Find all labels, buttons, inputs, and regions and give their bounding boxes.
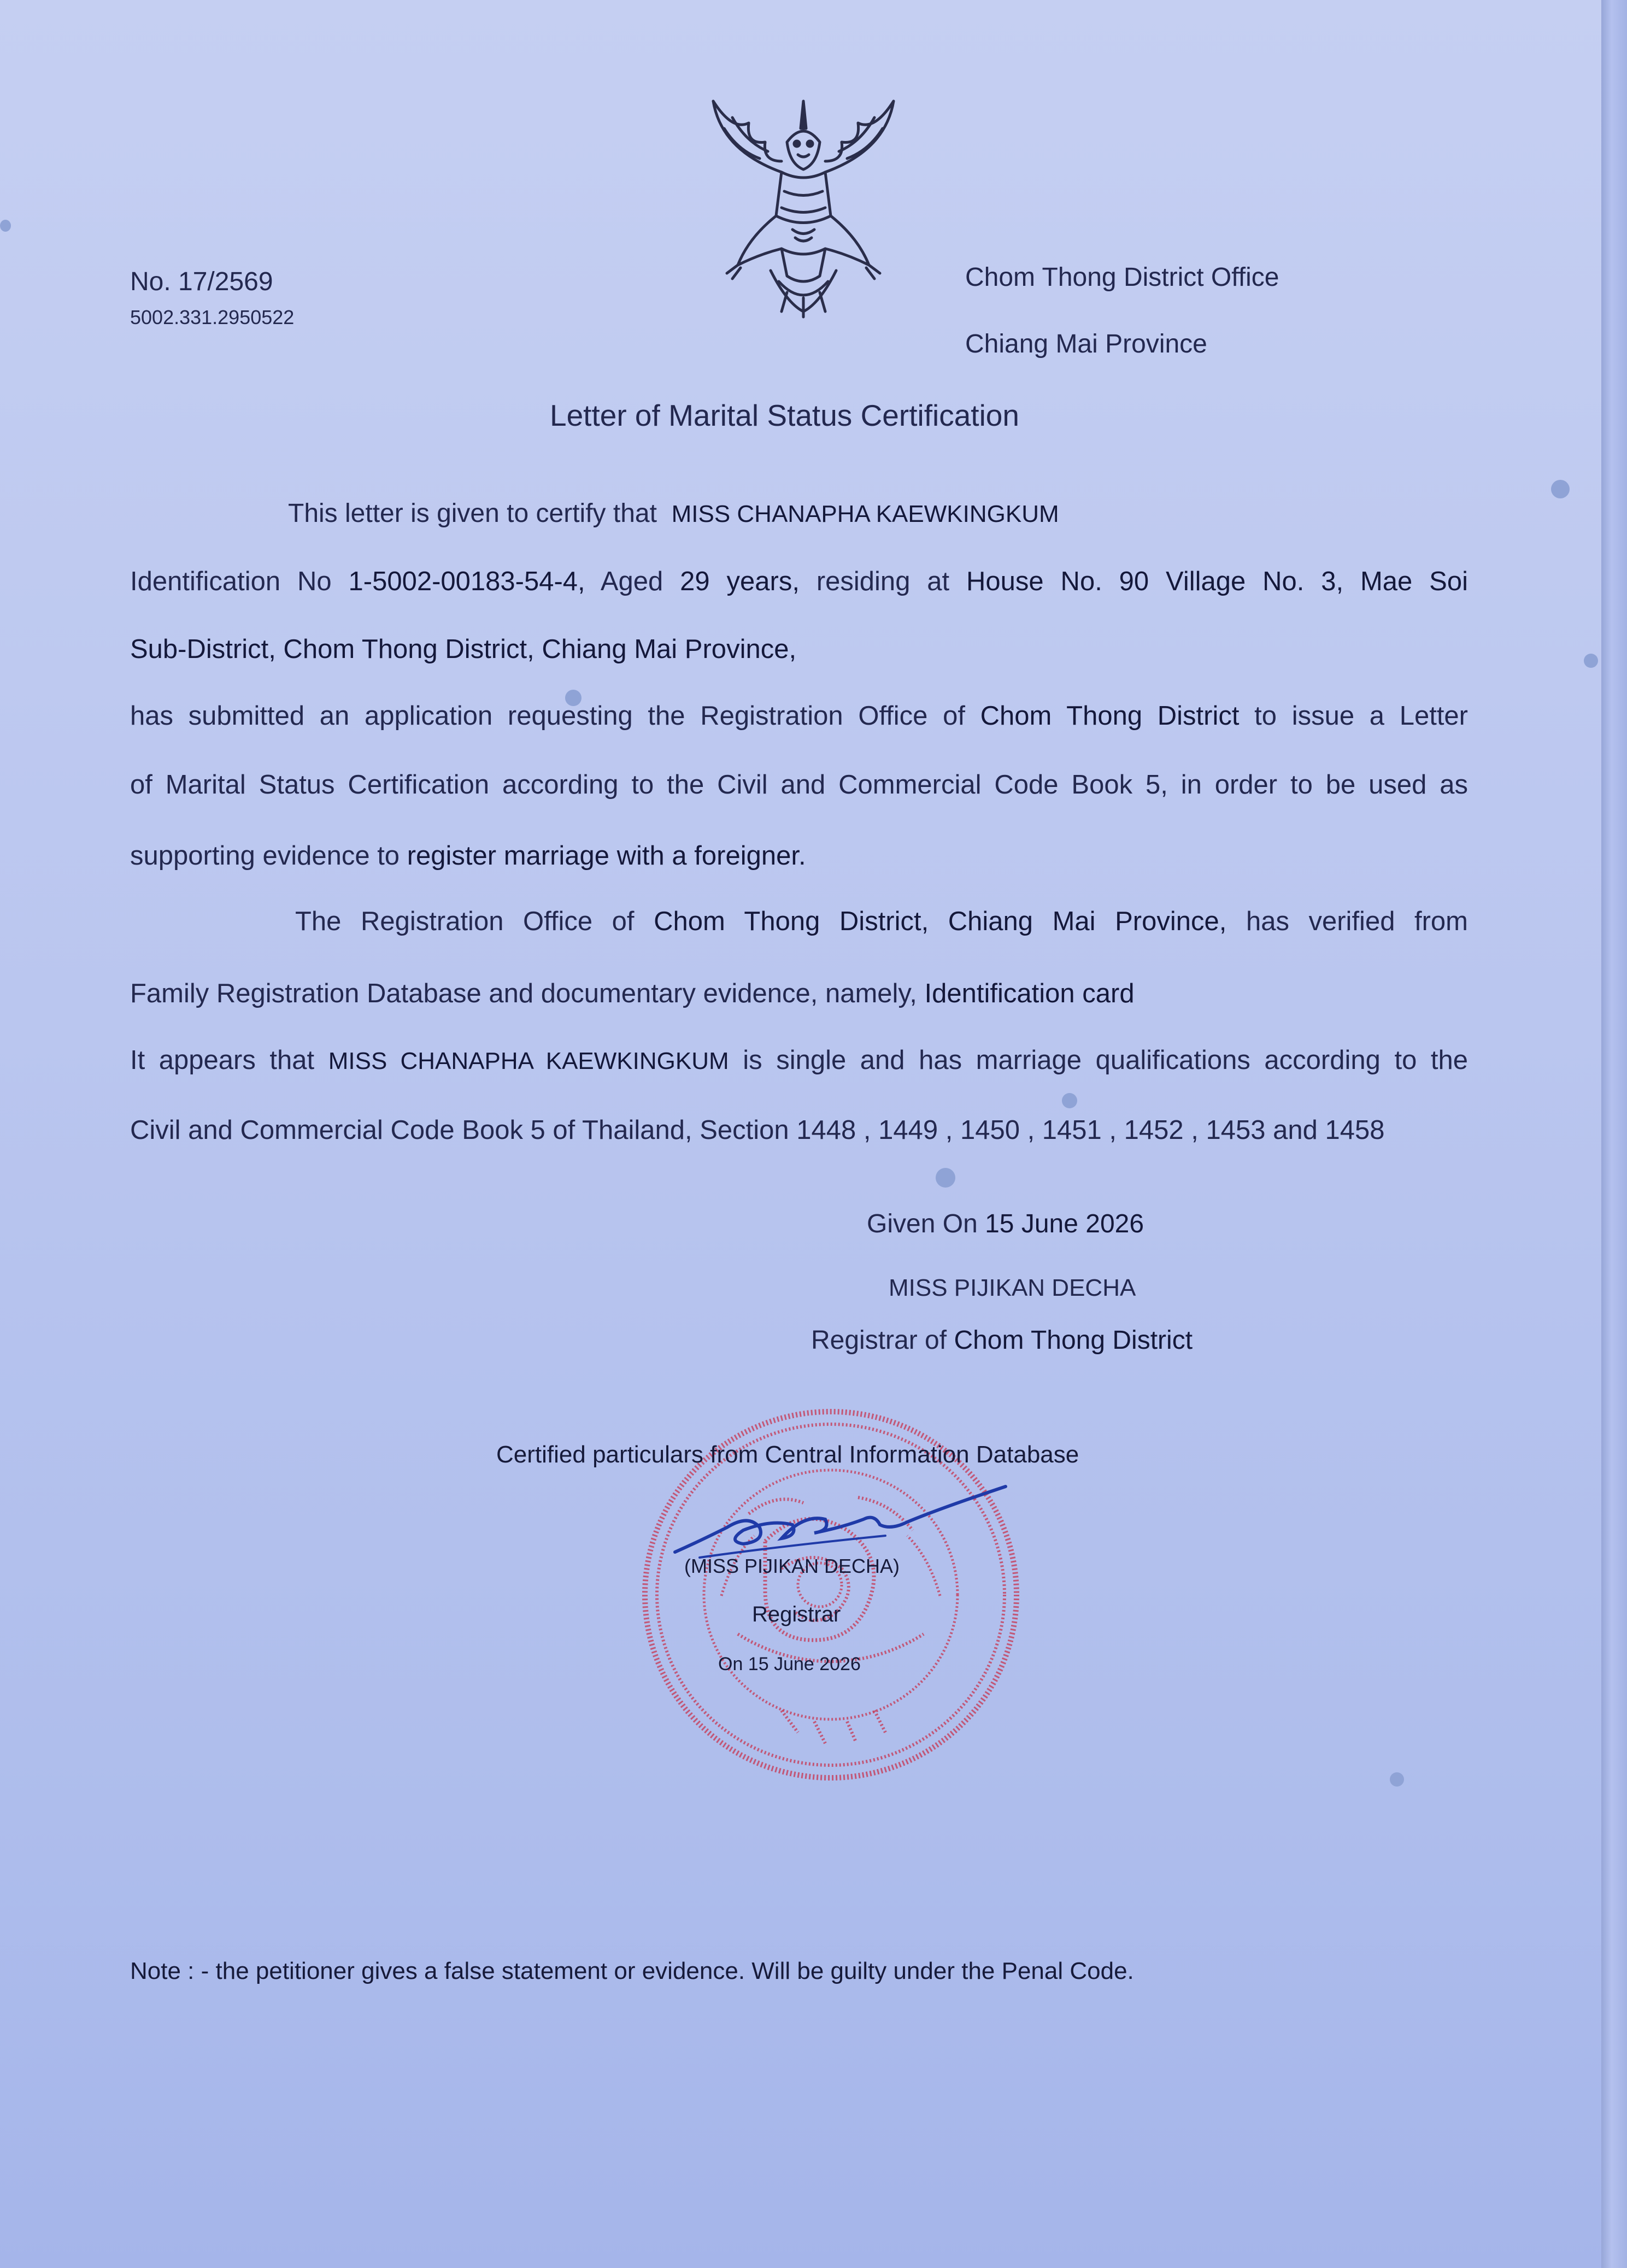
intro-text: This letter is given to certify that <box>288 499 657 528</box>
application-text: has submitted an application requesting the Registration Office of <box>130 701 965 731</box>
age-label: Aged <box>600 567 663 596</box>
purpose-label: supporting evidence to <box>130 841 400 871</box>
status-name: MISS CHANAPHA KAEWKINGKUM <box>328 1048 729 1074</box>
application-text-end: to issue a Letter <box>1254 701 1468 731</box>
residence-label: residing at <box>816 567 950 596</box>
office-name: Chom Thong District Office <box>965 263 1279 292</box>
paper-speck <box>1584 654 1598 668</box>
purpose-text: register marriage with a foreigner. <box>407 841 806 871</box>
id-label: Identification No <box>130 567 332 596</box>
district-name: Chom Thong District <box>980 701 1240 731</box>
page-title: Letter of Marital Status Certification <box>550 398 1019 432</box>
address-part2 <box>130 634 796 665</box>
evidence-type: Identification card <box>924 979 1135 1008</box>
registrar-name: MISS PIJIKAN DECHA <box>889 1274 1136 1301</box>
paper-speck <box>1062 1093 1077 1108</box>
office-province: Chiang Mai Province <box>965 330 1207 359</box>
paper-speck <box>936 1168 955 1188</box>
status-text: is single and has marriage qualifications according to the <box>743 1045 1469 1075</box>
age-value: 29 years, <box>680 567 800 596</box>
evidence-label: Family Registration Database and documentary evidence, namely, <box>130 979 917 1008</box>
address-text: Sub-District, Chom Thong District, Chiang Mai Province, <box>130 634 797 664</box>
certification-date: On 15 June 2026 <box>718 1654 861 1674</box>
body-line-status <box>130 1045 1468 1076</box>
given-date: 15 June 2026 <box>985 1209 1144 1238</box>
reference-code: 5002.331.2950522 <box>130 306 295 328</box>
footer-note: Note : - the petitioner gives a false statement or evidence. Will be guilty under the Penal Code. <box>130 1958 1134 1984</box>
id-number: 1-5002-00183-54-4, <box>348 567 585 596</box>
body-line-id <box>130 566 1468 597</box>
document-number: No. 17/2569 <box>130 267 273 296</box>
applicant-name: MISS CHANAPHA KAEWKINGKUM <box>671 501 1059 527</box>
status-label: It appears that <box>130 1045 315 1075</box>
body-line-verification <box>295 906 1468 937</box>
verification-text-end: has verified from <box>1246 907 1468 936</box>
body-line-sections: Civil and Commercial Code Book 5 of Thailand, Section 1448 , 1449 , 1450 , 1451 , 1452 , 1453 and 1458 <box>130 1115 1385 1145</box>
verification-text: The Registration Office of <box>295 907 635 936</box>
certification-name: (MISS PIJIKAN DECHA) <box>684 1555 900 1577</box>
certification-heading: Certified particulars from Central Information Database <box>496 1441 1079 1468</box>
given-on <box>867 1209 1144 1239</box>
body-line-purpose <box>130 841 806 871</box>
address-part1: House No. 90 Village No. 3, Mae Soi <box>966 567 1468 596</box>
registrar-district: Chom Thong District <box>954 1326 1193 1355</box>
body-line-application <box>130 701 1468 731</box>
given-label: Given On <box>867 1209 978 1238</box>
paper-speck <box>1551 480 1570 498</box>
garuda-emblem-icon <box>700 90 907 320</box>
registrar-title-label: Registrar of <box>811 1326 947 1355</box>
registration-office: Chom Thong District, Chiang Mai Province, <box>654 907 1227 936</box>
registrar-title <box>811 1325 1193 1355</box>
paper-speck <box>0 220 11 232</box>
body-line-code: of Marital Status Certification according to the Civil and Commercial Code Book 5, in order to be used as <box>130 770 1468 800</box>
paper-speck <box>1390 1772 1404 1787</box>
certification-role: Registrar <box>752 1602 841 1626</box>
body-line-evidence <box>130 978 1135 1009</box>
page-edge <box>1601 0 1627 2268</box>
body-intro <box>288 498 1059 528</box>
